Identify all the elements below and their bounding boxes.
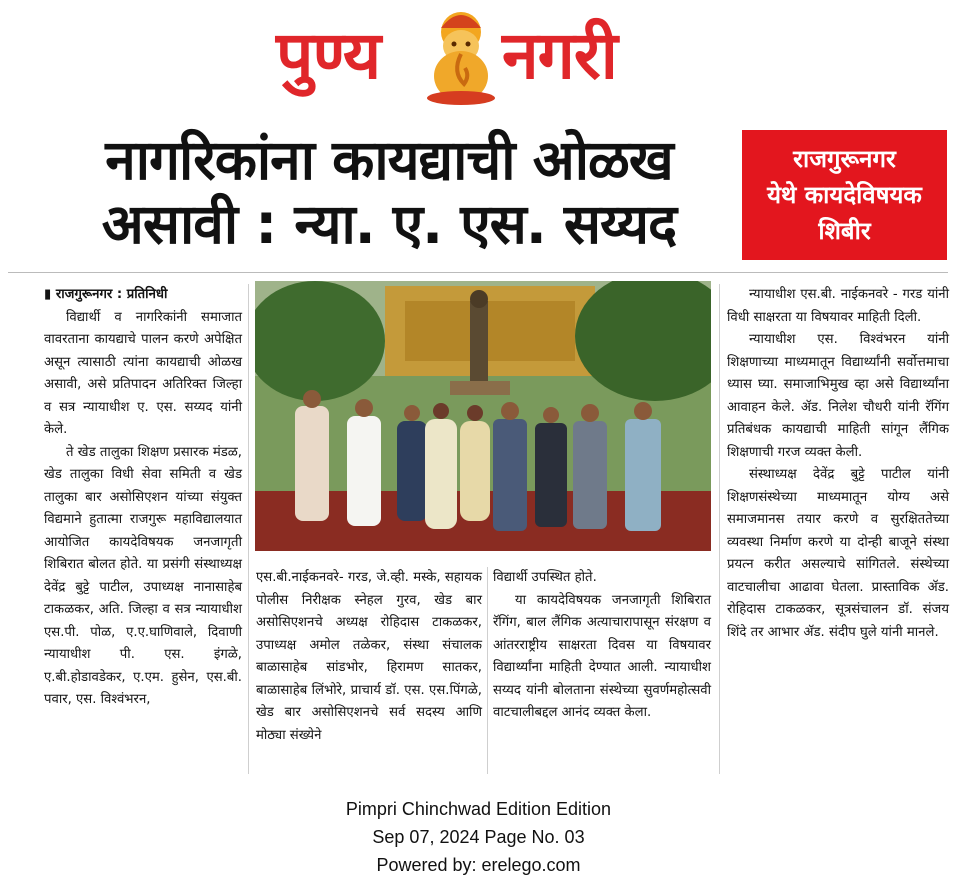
ganesha-logo-icon — [420, 6, 502, 106]
paragraph: विद्यार्थी व नागरिकांनी समाजात वावरताना कायद्याचे पालन करणे अपेक्षित असून त्यासाठी त्यांना कायद्याची ओळख असावी, असे प्रतिपादन अतिरिक्त जिल्हा व सत्र न्यायाधीश ए. एस. सय्यद यांनी केले. — [44, 309, 242, 437]
byline: ▮ राजगुरूनगर : प्रतिनिधी — [44, 287, 168, 302]
paragraph: विद्यार्थी उपस्थित होते. — [493, 570, 597, 585]
article-column-2 — [256, 567, 482, 747]
masthead-right-word: नगरी — [502, 17, 617, 94]
side-box — [742, 130, 947, 260]
paragraph: ते खेड तालुका शिक्षण प्रसारक मंडळ, खेड तालुका विधी सेवा समिती व खेड तालुका बार असोसिएशन यांच्या संयुक्त विद्यमाने हुतात्मा राजगुरू महाविद्यालयात आयोजित कायदेविषयक जनजागृती शिबिरात बोलत होते. या प्रसंगी संस्थाध्यक्ष देवेंद्र बुट्टे पाटील, उपाध्यक्ष नानासाहेब टाकळकर, अति. जिल्हा व सत्र न्यायाधीश एस.पी. पोळ, ए.ए.घाणिवाले, दिवाणी न्यायाधीश पी. एस. इंगळे, ए.बी.होडावडेकर, ए.एम. हुसेन, एस.बी. पवार, एस. विश्वंभरन, — [44, 444, 242, 707]
column-divider — [719, 284, 720, 774]
group-photo — [255, 281, 711, 551]
headline — [44, 128, 734, 256]
footer-edition: Pimpri Chinchwad Edition Edition — [345, 799, 612, 819]
group-photo-image — [255, 281, 711, 551]
paragraph: न्यायाधीश एस.बी. नाईकनवरे - गरड यांनी विधी साक्षरता या विषयावर माहिती दिली. — [727, 287, 949, 325]
article-column-1 — [44, 284, 242, 712]
footer-date-page: Sep 07, 2024 Page No. 03 — [372, 827, 585, 847]
headline-line-1: नागरिकांना कायद्याची ओळख — [105, 128, 673, 192]
side-box-line-2: येथे कायदेविषयक — [767, 181, 922, 209]
masthead-left-word: पुण्य — [276, 17, 381, 94]
paragraph: न्यायाधीश एस. विश्वंभरन यांनी शिक्षणाच्या माध्यमातून विद्यार्थ्यांनी सर्वोत्तमाचा ध्यास घ्या. समाजाभिमुख व्हा असे विद्यार्थ्यांना आवाहन केले. ॲड. निलेश चौधरी यांनी रॅगिंग प्रतिबंधक कायद्याची माहिती सांगून लैंगिक शिक्षणाची गरज व्यक्त केली. — [727, 332, 949, 460]
byline-text: राजगुरूनगर : प्रतिनिधी — [55, 287, 168, 302]
masthead — [270, 4, 690, 108]
footer-powered-link[interactable]: Powered by: erelego.com — [376, 855, 581, 875]
article-column-4 — [727, 284, 949, 644]
divider — [8, 272, 948, 273]
paragraph: या कायदेविषयक जनजागृती शिबिरात रॅगिंग, बाल लैंगिक अत्याचारापासून संरक्षण व आंतरराष्ट्रीय साक्षरता दिवस या विषयावर विद्यार्थ्यांना माहिती देण्यात आली. न्यायाधीश सय्यद यांनी बोलताना संस्थेच्या सुवर्णमहोत्सवी वाटचालीबद्दल आनंद व्यक्त केला. — [493, 592, 711, 720]
article-column-3 — [493, 567, 711, 725]
side-box-line-1: राजगुरूनगर — [793, 145, 896, 173]
footer — [0, 795, 957, 879]
paragraph: संस्थाध्यक्ष देवेंद्र बुट्टे पाटील यांनी शिक्षणसंस्थेच्या माध्यमातून योग्य असे समाजमानस तयार करणे व सुरक्षिततेच्या व्यवस्था निर्माण करणे या दोन्ही बाजूने संस्था प्रयत्न करीत असल्याचे सांगितले. संस्थेच्या वाटचालीचा आढावा घेतला. प्रास्ताविक ॲड. रोहिदास टाकळकर, सूत्रसंचालन डॉ. संजय शिंदे तर आभार ॲड. संदीप घुले यांनी मानले. — [727, 467, 949, 640]
column-divider — [487, 567, 488, 774]
headline-line-2: असावी : न्या. ए. एस. सय्यद — [101, 192, 677, 256]
column-divider — [248, 284, 249, 774]
paragraph: एस.बी.नाईकनवरे- गरड, जे.व्ही. मस्के, सहायक पोलीस निरीक्षक स्नेहल गुरव, खेड बार असोसिएशनचे अध्यक्ष रोहिदास टाकळकर, उपाध्यक्ष अमोल तळेकर, संस्था संचालक बाळासाहेब सांडभोर, हिरामण सातकर, बाळासाहेब लिंभोरे, प्राचार्य डॉ. एस. एस.पिंगळे, खेड बार असोसिएशनचे सर्व सदस्य आणि मोठ्या संख्येने — [256, 570, 482, 743]
side-box-line-3: शिबीर — [818, 217, 871, 245]
